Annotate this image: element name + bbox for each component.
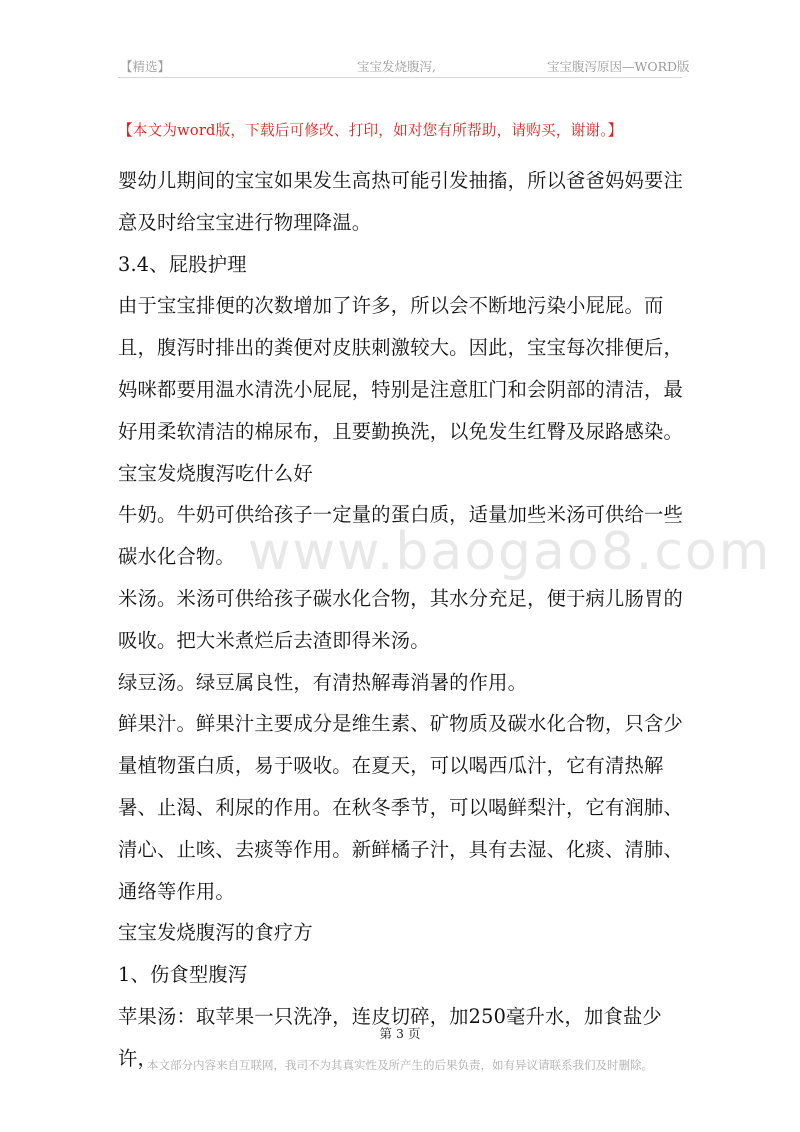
- paragraph: 鲜果汁。鲜果汁主要成分是维生素、矿物质及碳水化合物，只含少量植物蛋白质，易于吸收。在夏天，可以喝西瓜汁，它有清热解暑、止渴、利尿的作用。在秋冬季节，可以喝鲜梨汁，它有润肺、清心、止咳、去痰等作用。新鲜橘子汁，具有去湿、化痰、清肺、通络等作用。: [118, 712, 683, 903]
- document-body: [118, 160, 690, 1080]
- footer-disclaimer: 本文部分内容来自互联网，我司不为其真实性及所产生的后果负责，如有异议请联系我们及时删除。: [147, 1058, 653, 1072]
- header-right-title: 宝宝腹泻原因—WORD版: [547, 59, 690, 74]
- paragraph: 绿豆汤。绿豆属良性，有清热解毒消暑的作用。: [118, 670, 528, 694]
- paragraph: 米汤。米汤可供给孩子碳水化合物，其水分充足，便于病儿肠胃的吸收。把大米煮烂后去渣即得米汤。: [118, 586, 683, 652]
- page-number: 第 3 页: [379, 1026, 421, 1041]
- page-header: [0, 57, 800, 79]
- purchase-notice: 【本文为word版，下载后可修改、打印，如对您有所帮助，请购买，谢谢。】: [118, 122, 623, 139]
- header-left-label: 【精选】: [120, 59, 171, 74]
- section-heading: 宝宝发烧腹泻吃什么好: [118, 461, 313, 485]
- paragraph: 牛奶。牛奶可供给孩子一定量的蛋白质，适量加些米汤可供给一些碳水化合物。: [118, 503, 683, 569]
- section-heading: 3.4、屁股护理: [118, 252, 247, 276]
- header-divider: [118, 77, 682, 78]
- section-heading: 宝宝发烧腹泻的食疗方: [118, 921, 313, 945]
- section-heading: 1、伤食型腹泻: [118, 963, 248, 987]
- paragraph: 苹果汤：取苹果一只洗净，连皮切碎，加250毫升水，加食盐少许，: [118, 1004, 662, 1070]
- header-center-title: 宝宝发烧腹泻,: [357, 59, 436, 74]
- paragraph: 婴幼儿期间的宝宝如果发生高热可能引发抽搐，所以爸爸妈妈要注意及时给宝宝进行物理降温。: [118, 169, 683, 234]
- watermark: www.baogao8.com: [248, 522, 772, 582]
- paragraph: 由于宝宝排便的次数增加了许多，所以会不断地污染小屁屁。而且，腹泻时排出的粪便对皮肤刺激较大。因此，宝宝每次排便后，妈咪都要用温水清洗小屁屁，特别是注意肛门和会阴部的清洁，最好用柔软清洁的棉尿布，且要勤换洗，以免发生红臀及尿路感染。: [118, 294, 683, 443]
